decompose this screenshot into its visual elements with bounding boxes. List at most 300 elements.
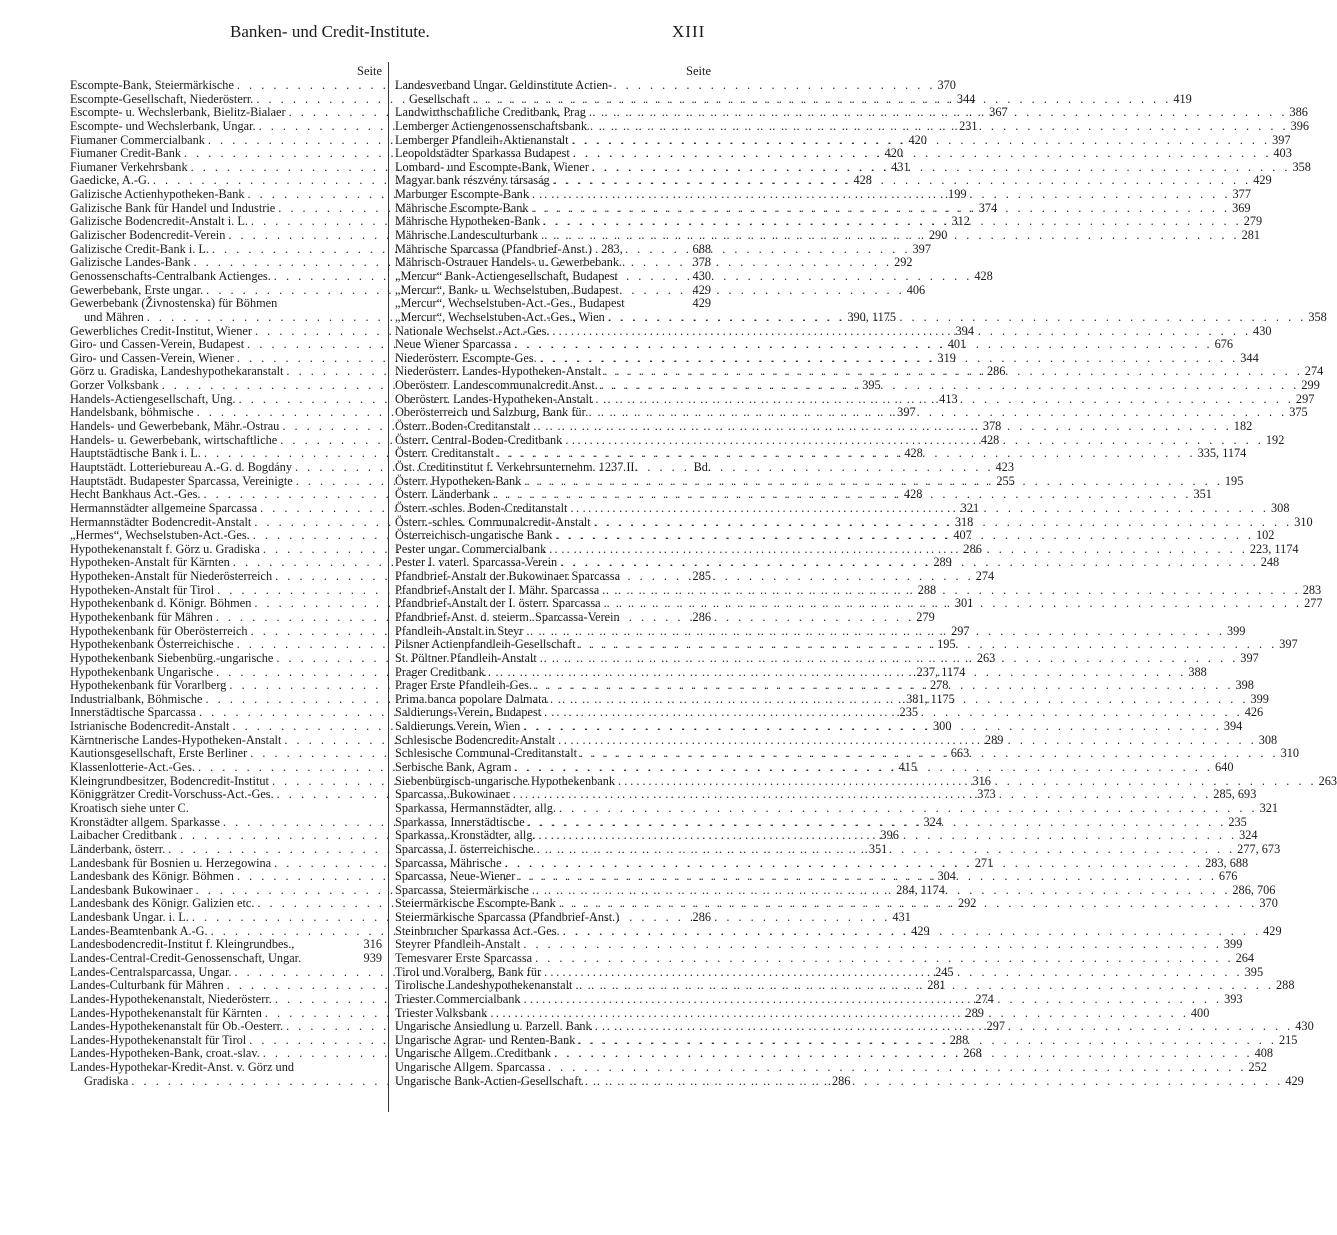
entry-page: 400	[1190, 1005, 1210, 1020]
entry-page: 358	[1292, 159, 1311, 174]
entry-name: Österr. Länderbank	[395, 487, 490, 502]
entry-name: Landes-Hypothekenanstalt für Tirol	[70, 1032, 247, 1047]
entry-page: 263	[976, 650, 996, 665]
dot-leader	[525, 816, 1227, 830]
dot-leader	[490, 488, 1192, 502]
dot-leader	[557, 556, 1259, 570]
entry-page: 676	[1214, 337, 1234, 352]
entry-name: Landesverband Ungar. Geldinstitute Actien-	[395, 78, 613, 92]
index-entry	[395, 284, 711, 298]
entry-page: 264	[1235, 951, 1255, 965]
index-entry	[395, 937, 1243, 952]
entry-page: 396	[880, 828, 899, 843]
index-entry	[395, 256, 711, 270]
entry-name: Landes-Centralsparcassa, Ungar.	[70, 964, 232, 979]
entry-name: Lemberger Actiengenossenschaftsbank	[395, 118, 588, 133]
entry-name: Landesbank Ungar. i. L.	[70, 910, 189, 925]
index-entry	[70, 1061, 382, 1075]
entry-name: Sparcassa, Steiermärkische	[395, 882, 529, 897]
index-entry	[70, 91, 976, 107]
entry-page: 375	[1289, 405, 1308, 420]
dot-leader	[556, 802, 1258, 816]
entry-name: Sparcassa, Mährische	[395, 855, 502, 870]
dot-leader	[591, 516, 1293, 530]
entry-name: Galizische Bodencredit-Anstalt i. L.	[70, 214, 248, 229]
dot-leader	[569, 134, 1271, 148]
dot-leader	[545, 1061, 1247, 1075]
entry-name: Steiermärkische Escompte-Bank	[395, 896, 556, 911]
entry-name: „Mercur“, Wechselstuben-Act.-Ges., Wien	[395, 309, 605, 324]
entry-name: Österr. Hypotheken-Bank	[395, 473, 522, 488]
entry-page: 286	[692, 609, 711, 624]
entry-page: 324	[1239, 828, 1258, 843]
entry-page: 394	[955, 323, 974, 338]
entry-page: 403	[1273, 146, 1292, 161]
entry-name: Hypothekenbank Ungarische	[70, 664, 214, 679]
entry-page: 274	[975, 991, 994, 1006]
entry-name: Landwirthschaftliche Creditbank, Prag	[395, 105, 586, 120]
entry-name: Klassenlotterie-Act.-Ges.	[70, 760, 195, 775]
dot-leader	[521, 993, 1223, 1007]
dot-leader	[487, 1007, 1189, 1021]
dot-leader	[592, 1020, 1294, 1034]
dot-leader	[615, 775, 1317, 789]
entry-page: 401	[947, 337, 967, 352]
index-entry	[395, 951, 1255, 966]
entry-page: 430	[1253, 323, 1272, 338]
entry-name: Kärntnerische Landes-Hypotheken-Anstalt	[70, 732, 282, 747]
entry-name: Hauptstädtische Bank i. L.	[70, 446, 201, 461]
entry-name: Handels-Actiengesellschaft, Ung.	[70, 391, 236, 406]
entry-page: 195	[937, 637, 956, 652]
entry-page: 278	[929, 678, 949, 693]
entry-page: 390, 1175	[847, 309, 897, 324]
dot-leader	[494, 447, 1196, 461]
entry-page: 369	[1232, 200, 1251, 215]
entry-name: Pfandbrief-Anstalt der I. Mähr. Sparcassa	[395, 582, 600, 597]
dot-leader	[536, 829, 1238, 843]
entry-page: 312	[951, 214, 970, 229]
entry-name: Ungarische Allgem. Sparcassa	[395, 1060, 545, 1075]
entry-name: Österr. Central-Boden-Creditbank	[395, 432, 563, 447]
entry-name: Sparkassa, Hermannstädter, allg.	[395, 800, 557, 815]
entry-page: 277	[1304, 596, 1323, 611]
entry-name: Magyar bank részvény társaság	[395, 173, 550, 188]
entry-page: 301	[954, 596, 974, 611]
entry-page: 397	[1272, 132, 1291, 147]
entry-name: Pfandleih-Anstalt in Steyr	[395, 623, 524, 638]
index-entry	[70, 938, 382, 952]
entry-name: Landes-Hypothekenanstalt für Kärnten	[70, 1005, 262, 1020]
entry-name: Hypothekenanstalt f. Görz u. Gradiska	[70, 541, 260, 556]
entry-name: Hypotheken-Anstalt für Tirol	[70, 582, 215, 597]
entry-name: Sparkassa, Innerstädtische	[395, 814, 525, 829]
entry-page: 274	[1304, 364, 1324, 379]
entry-name: Hypotheken-Anstalt für Kärnten	[70, 555, 230, 570]
entry-page: 640	[1215, 760, 1234, 775]
running-title: Banken- und Credit-Institute.	[230, 22, 430, 41]
entry-name: Handels- u. Gewerbebank, wirtschaftliche	[70, 432, 278, 447]
entry-page: 102	[1255, 528, 1275, 543]
entry-name: Gewerbebank, Erste ungar.	[70, 282, 204, 297]
dot-leader	[547, 693, 1249, 707]
entry-name: Schlesische Bodencredit-Anstalt	[395, 732, 556, 747]
dot-leader	[576, 638, 1278, 652]
entry-name: Handels- und Gewerbebank, Mähr.-Ostrau	[70, 419, 280, 434]
entry-page: 231	[959, 118, 978, 133]
entry-name: Galizische Credit-Bank i. L.	[70, 241, 209, 256]
entry-page: 281	[1241, 228, 1261, 243]
entry-page: 381, 1175	[906, 691, 955, 706]
entry-page: 429	[1285, 1073, 1304, 1088]
entry-page: 939	[363, 951, 382, 965]
entry-name: Siebenbürgisch-ungarische Hypothekenbank	[395, 773, 616, 788]
entry-name: Mährische Landesculturbank	[395, 228, 539, 243]
entry-name: Giro- und Cassen-Verein, Budapest	[70, 337, 245, 352]
entry-name: Hauptstädt. Lotteriebureau A.-G. d. Bogdány	[70, 459, 292, 474]
entry-name: Neue Wiener Sparcassa	[395, 337, 512, 352]
dot-leader	[541, 966, 1243, 980]
entry-name: Länderbank, österr.	[70, 841, 166, 856]
entry-name: Landesbank für Bosnien u. Herzegowina	[70, 855, 272, 870]
dot-leader	[470, 93, 1172, 107]
entry-name: Kronstädter allgem. Sparkasse	[70, 814, 220, 829]
entry-name: Gradiska	[84, 1073, 129, 1088]
entry-name: Mährisch-Ostrauer Handels- u. Gewerbebank .	[395, 255, 626, 270]
entry-name: Gesellschaft	[409, 91, 470, 106]
entry-page: 399	[1223, 937, 1243, 952]
entry-name: Oberösterr. Landes-Hypotheken-Anstalt	[395, 391, 593, 406]
entry-page: 399	[1226, 623, 1246, 638]
dot-leader	[552, 529, 1254, 543]
entry-name: Nationale Wechselst.-Act.-Ges.	[395, 323, 550, 338]
dot-leader	[537, 652, 1239, 666]
entry-name: Niederösterr. Escompte-Ges.	[395, 350, 537, 365]
entry-name: Gewerbebank (Živnostenska) für Böhmen	[70, 296, 278, 311]
entry-page: 408	[1254, 1046, 1274, 1061]
index-entry	[70, 952, 382, 966]
dot-leader	[586, 406, 1288, 420]
entry-page: 378	[982, 419, 1002, 434]
entry-name: Ungarische Ansiedlung u. Parzell. Bank	[395, 1019, 592, 1034]
dot-leader	[601, 365, 1303, 379]
entry-name: Hypothekenbank für Mähren	[70, 609, 213, 624]
entry-name: Sparcassa, I. österreichische	[395, 841, 534, 856]
entry-page: 223, 1174	[1249, 541, 1299, 556]
entry-name: Kroatisch siehe unter C.	[70, 800, 189, 815]
entry-page: 430	[692, 268, 711, 283]
entry-page: 263	[1318, 773, 1337, 788]
entry-page: 430	[1295, 1019, 1314, 1034]
entry-page: 252	[1248, 1060, 1267, 1075]
entry-name: Oberösterr. Landescommunalcredit.Anst.	[395, 378, 598, 393]
entry-name: Temesvarer Erste Sparcassa	[395, 951, 533, 965]
dot-leader	[530, 420, 1232, 434]
entry-name: Niederösterr. Landes-Hypotheken-Anstalt	[395, 364, 602, 379]
entry-page: 398	[1235, 678, 1254, 693]
dot-leader	[572, 979, 1274, 993]
dot-leader	[515, 870, 1217, 884]
entry-name: Sparcassa, Neue-Wiener	[395, 869, 516, 884]
entry-page: 297	[951, 623, 970, 638]
entry-page: 215	[1278, 1032, 1298, 1047]
entry-name: Mährische Hypotheken-Bank	[395, 214, 541, 229]
entry-name: Sparcassa, Bukowinaer	[395, 787, 510, 802]
entry-page: 429	[692, 296, 711, 311]
entry-name: Escompte-Gesellschaft, Niederösterr.	[70, 91, 254, 106]
dot-leader	[520, 938, 1222, 952]
index-entry	[395, 611, 711, 625]
entry-page: 283	[1302, 582, 1322, 597]
entry-name: Tirolische Landeshypothekenanstalt	[395, 978, 573, 993]
entry-name: Prager Erste Pfandleih-Ges.	[395, 678, 532, 693]
dot-leader	[511, 338, 1213, 352]
entry-name: Istrianische Bodencredit-Anstalt	[70, 719, 230, 734]
entry-page: 308	[1271, 500, 1290, 515]
entry-name: Genossenschafts-Centralbank Actienges.	[70, 268, 271, 283]
entry-page: 299	[1301, 378, 1320, 393]
index-entry	[395, 911, 711, 925]
entry-name: Giro- und Cassen-Verein, Wiener	[70, 350, 234, 365]
index-entry	[395, 570, 711, 584]
entry-page: 268	[963, 1046, 982, 1061]
entry-page: 310	[1294, 514, 1313, 529]
entry-page: Bd.	[693, 459, 711, 474]
entry-page: 324	[923, 814, 942, 829]
entry-name: Saldierungs.Verein, Wien	[395, 719, 521, 734]
entry-page: 386	[1289, 105, 1308, 120]
entry-page: 288	[1276, 978, 1295, 993]
index-entry	[70, 297, 382, 311]
entry-page: 286	[963, 541, 982, 556]
entry-page: 428	[974, 268, 993, 283]
entry-page: 395	[862, 378, 881, 393]
dot-leader	[598, 379, 1300, 393]
entry-page: 373	[977, 787, 996, 802]
column-divider	[388, 62, 389, 1112]
entry-name: Landesbank des Königr. Böhmen	[70, 869, 234, 884]
entry-name: Steinbrucher Sparkassa Act.-Ges.	[395, 923, 560, 938]
index-entry	[395, 923, 1282, 939]
index-entry	[395, 800, 1279, 816]
entry-page: 285	[692, 569, 711, 584]
entry-name: Galizische Bank für Handel und Industrie	[70, 200, 276, 215]
dot-leader	[586, 106, 1288, 120]
entry-page: 288	[917, 582, 937, 597]
entry-page: 676	[1218, 869, 1238, 884]
entry-name: Ungarische Allgem. Creditbank	[395, 1046, 552, 1061]
entry-name: und Mähren	[84, 309, 144, 324]
entry-name: Fiumaner Commercialbank	[70, 132, 205, 147]
index-entry	[395, 461, 711, 475]
entry-name: Prager Creditbank	[395, 664, 485, 679]
entry-page: 394	[1223, 719, 1243, 734]
page-header	[0, 22, 781, 48]
dot-leader	[538, 229, 1240, 243]
entry-name: Hypothekenbank für Vorarlberg	[70, 678, 227, 693]
index-entry	[395, 297, 711, 311]
entry-name: Innerstädtische Sparcassa	[70, 705, 196, 720]
entry-page: 192	[1265, 432, 1285, 447]
dot-leader	[523, 625, 1225, 639]
dot-leader	[521, 475, 1223, 489]
entry-page: 388	[1188, 664, 1207, 679]
entry-name: Pester ungar. Commercialbank	[395, 541, 547, 556]
entry-page: 429	[692, 282, 711, 297]
entry-page: 420	[884, 146, 903, 161]
entry-name: Ungarische Bank-Actien-Gesellschaft	[395, 1073, 582, 1088]
entry-page: 428	[904, 446, 923, 461]
entry-name: Landes-Culturbank für Mähren	[70, 978, 224, 993]
entry-name: Hermannstädter allgemeine Sparcassa	[70, 500, 258, 515]
entry-page: 286	[986, 364, 1006, 379]
entry-name: Hauptstädt. Budapester Sparcassa, Vereinigte	[70, 473, 293, 488]
index-entry	[395, 1060, 1267, 1075]
entry-page: 429	[1253, 173, 1272, 188]
index-entry	[70, 802, 382, 816]
entry-page: 406	[906, 282, 926, 297]
entry-name: Hecht Bankhaus Act.-Ges.	[70, 487, 201, 502]
dot-leader	[546, 543, 1248, 557]
dot-leader	[562, 434, 1264, 448]
entry-page: 428	[980, 432, 1000, 447]
entry-page: 279	[916, 609, 935, 624]
entry-name: Escompte- u. Wechslerbank, Bielitz-Bialaer	[70, 105, 286, 120]
entry-page: 274	[975, 569, 995, 584]
dot-leader	[599, 584, 1301, 598]
entry-page: 297	[1295, 391, 1315, 406]
entry-name: Galizischer Bodencredit-Verein	[70, 228, 226, 243]
entry-name: Steiermärkische Sparcassa (Pfandbrief-Anst.)	[395, 910, 620, 925]
dot-leader	[589, 161, 1291, 175]
entry-page: 308	[1258, 732, 1278, 747]
entry-page: 395	[1244, 964, 1264, 979]
entry-name: Landes-Central-Credit-Genossenschaft, Ungar.	[70, 951, 302, 965]
entry-page: 407	[953, 528, 972, 543]
dot-leader	[550, 325, 1252, 339]
entry-page: 367	[989, 105, 1008, 120]
entry-page: 289	[965, 1005, 984, 1020]
entry-page: 316	[363, 937, 382, 952]
dot-leader	[551, 1047, 1253, 1061]
entry-page: 351	[1193, 487, 1212, 502]
entry-page: 370	[1259, 896, 1278, 911]
entry-page: 283, 688	[1205, 855, 1249, 870]
entry-name: Steyrer Pfandleih-Anstalt	[395, 937, 521, 952]
entry-name: Landes-Hypotheken-Bank, croat.-slav.	[70, 1046, 260, 1061]
entry-name: Landesbank Bukowinaer	[70, 882, 193, 897]
entry-name: Lemberger Pfandleih-Aktienanstalt	[395, 132, 569, 147]
dot-leader	[541, 706, 1243, 720]
entry-page: 290	[928, 228, 948, 243]
entry-page: 377	[1232, 187, 1251, 202]
entry-name: Kautionsgesellschaft, Erste Berliner	[70, 746, 248, 761]
entry-name: Österr.-schles. Communalcredit-Anstalt	[395, 514, 591, 529]
entry-page: 310	[1280, 746, 1300, 761]
entry-page: 182	[1233, 419, 1253, 434]
entry-name: Landes-Hypothekar-Kredit-Anst. v. Görz und	[70, 1060, 294, 1075]
entry-page: 255	[996, 473, 1015, 488]
entry-page: 428	[853, 173, 872, 188]
entry-name: Hermannstädter Bodencredit-Anstalt	[70, 514, 252, 529]
page-number: XIII	[672, 22, 706, 41]
entry-name: Österreichisch-ungarische Bank	[395, 528, 553, 543]
entry-page: 378	[692, 255, 711, 270]
dot-leader	[567, 502, 1269, 516]
seite-label-left: Seite	[357, 64, 382, 78]
dot-leader	[532, 679, 1234, 693]
entry-page: 426	[1244, 705, 1264, 720]
entry-page: 285, 693	[1213, 787, 1257, 802]
entry-name: Ungarische Agrar- und Renten-Bank	[395, 1032, 576, 1047]
dot-leader	[601, 597, 1303, 611]
entry-name: Kleingrundbesitzer, Bodencredit-Institut	[70, 773, 269, 788]
entry-name: Hypotheken-Anstalt für Niederösterreich	[70, 569, 273, 584]
entry-page: 245	[935, 964, 954, 979]
entry-page: 235	[899, 705, 918, 720]
entry-page: 284, 1174	[896, 882, 945, 897]
entry-name: Pfandbrief-Anst. d. steierm. Sparcassa-Verein	[395, 609, 620, 624]
entry-name: Öst. Creditinstitut f. Verkehrsunternehm. 1237 II.	[395, 459, 638, 474]
entry-page: 292	[894, 255, 913, 270]
dot-leader	[532, 952, 1234, 966]
entry-page: 318	[954, 514, 974, 529]
entry-page: 397	[912, 241, 931, 256]
entry-name: Hypothekenbank Siebenbürg.-ungarische	[70, 650, 274, 665]
entry-name: Gaedicke, A.-G.	[70, 173, 150, 188]
entry-name: Schlesische Communal-Creditanstalt	[395, 746, 578, 761]
entry-page: 289	[933, 555, 952, 570]
entry-name: Landesbank des Königr. Galizien etc.	[70, 896, 255, 911]
entry-page: 286	[692, 910, 711, 925]
dot-leader	[537, 352, 1239, 366]
entry-page: 429	[911, 923, 930, 938]
entry-page: 351	[868, 841, 888, 856]
entry-name: St. Pöltner Pfandleih-Anstalt	[395, 650, 537, 665]
entry-name: Mährische Escompte-Bank	[395, 200, 529, 215]
dot-leader	[582, 1075, 1284, 1089]
dot-leader	[510, 788, 1212, 802]
entry-name: Fiumaner Verkehrsbank	[70, 159, 188, 174]
entry-name: „Mercur“, Wechselstuben-Act.-Ges., Budapest	[395, 296, 625, 311]
entry-page: 399	[1250, 691, 1269, 706]
entry-name: Österr. Boden-Creditanstalt	[395, 419, 531, 434]
entry-page: 688	[692, 241, 711, 256]
dot-leader	[529, 188, 1231, 202]
entry-page: 297	[986, 1019, 1006, 1034]
entry-name: Oberösterreich und Salzburg, Bank für	[395, 405, 586, 420]
entry-page: 237, 1174	[916, 664, 966, 679]
entry-page: 397	[897, 405, 916, 420]
entry-name: Görz u. Gradiska, Landeshypothekaranstalt	[70, 364, 284, 379]
dot-leader	[502, 857, 1204, 871]
entry-page: 316	[972, 773, 991, 788]
entry-page: 358	[1308, 309, 1327, 324]
entry-page: 419	[1173, 91, 1192, 106]
dot-leader	[575, 1034, 1277, 1048]
entry-page: 428	[904, 487, 923, 502]
entry-page: 420	[908, 132, 927, 147]
entry-name: Landes-Hypothekenanstalt für Ob.-Oesterr.	[70, 1019, 284, 1034]
entry-page: 344	[956, 91, 976, 106]
index-entry	[395, 79, 711, 93]
entry-name: „Mercur“, Bank- u. Wechselstuben, Budapest	[395, 282, 619, 297]
seite-label-right: Seite	[686, 64, 711, 78]
dot-leader	[520, 720, 1222, 734]
entry-name: Hypothekenbank d. Königr. Böhmen	[70, 596, 252, 611]
entry-name: Escompte-Bank, Steiermärkische	[70, 78, 234, 92]
entry-name: Serbische Bank, Agram	[395, 760, 512, 775]
